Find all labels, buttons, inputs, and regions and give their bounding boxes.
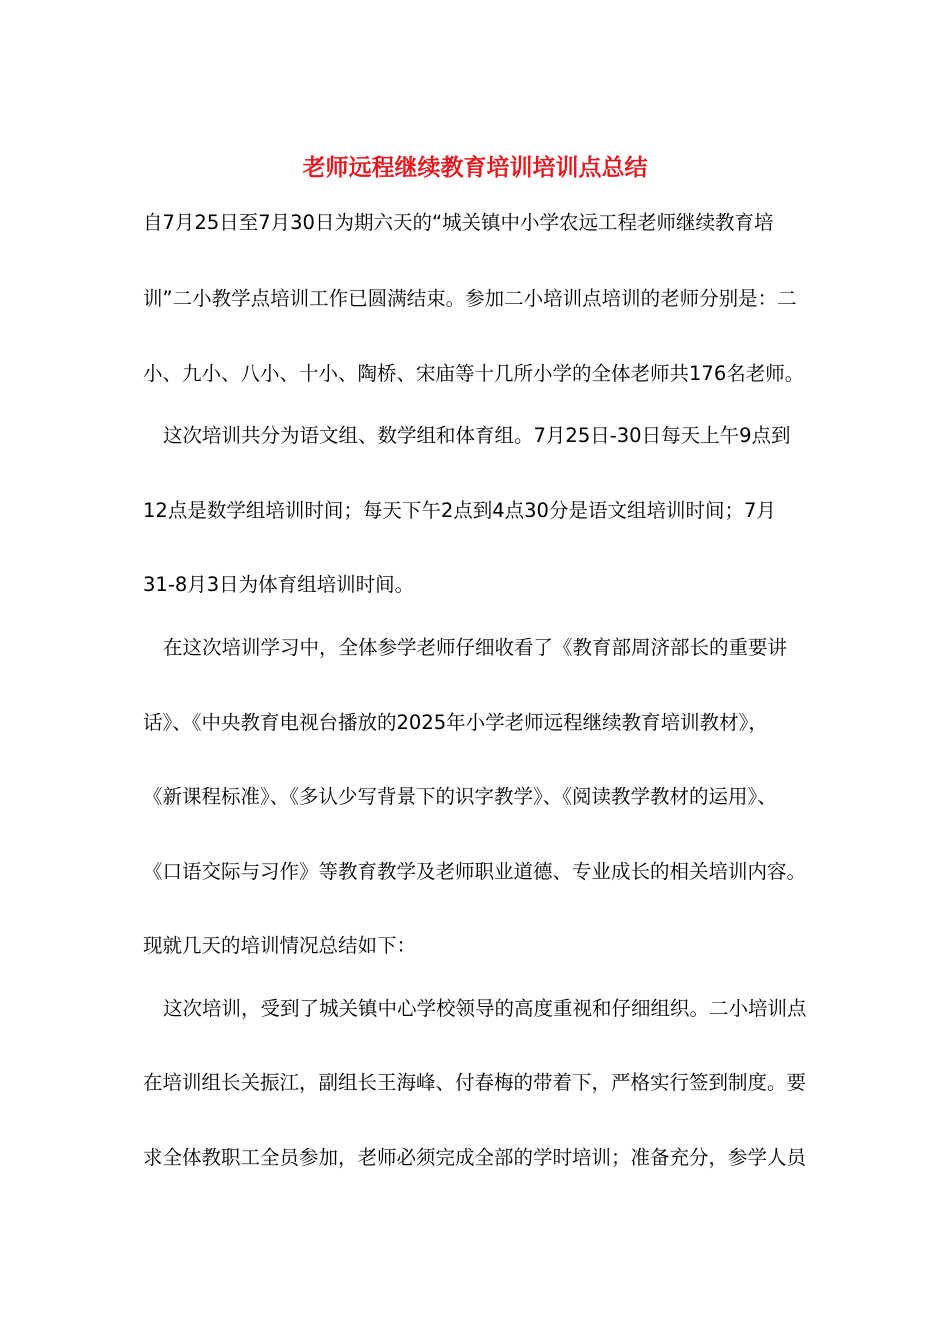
document-title: 老师远程继续教育培训培训点总结 <box>302 155 648 181</box>
paragraph-line: 在培训组长关振江，副组长王海峰、付春梅的带着下，严格实行签到制度。要 <box>143 1071 807 1094</box>
paragraph-line: 自7月25日至7月30日为期六天的“城关镇中小学农远工程老师继续教育培 <box>143 211 774 234</box>
paragraph-line: 这次培训共分为语文组、数学组和体育组。7月25日-30日每天上午9点到 <box>163 424 791 447</box>
paragraph-line: 12点是数学组培训时间；每天下午2点到4点30分是语文组培训时间；7月 <box>143 499 776 522</box>
paragraph-line: 这次培训，受到了城关镇中心学校领导的高度重视和仔细组织。二小培训点 <box>163 997 807 1020</box>
paragraph-line: 《新课程标准》、《多认少写背景下的识字教学》、《阅读教学教材的运用》、 <box>143 785 777 808</box>
paragraph-line: 求全体教职工全员参加，老师必须完成全部的学时培训；准备充分，参学人员 <box>143 1146 807 1169</box>
paragraph-line: 现就几天的培训情况总结如下： <box>143 934 417 957</box>
paragraph-line: 《口语交际与习作》等教育教学及老师职业道德、专业成长的相关培训内容。 <box>143 860 807 883</box>
paragraph-line: 话》、《中央教育电视台播放的2025年小学老师远程继续教育培训教材》， <box>143 711 768 734</box>
paragraph-line: 在这次培训学习中，全体参学老师仔细收看了《教育部周济部长的重要讲 <box>163 636 788 659</box>
paragraph-line: 小、九小、八小、十小、陶桥、宋庙等十几所小学的全体老师共176名老师。 <box>143 362 805 385</box>
paragraph-line: 31-8月3日为体育组培训时间。 <box>143 573 415 596</box>
paragraph-line: 训”二小教学点培训工作已圆满结束。参加二小培训点培训的老师分别是：二 <box>143 287 797 310</box>
